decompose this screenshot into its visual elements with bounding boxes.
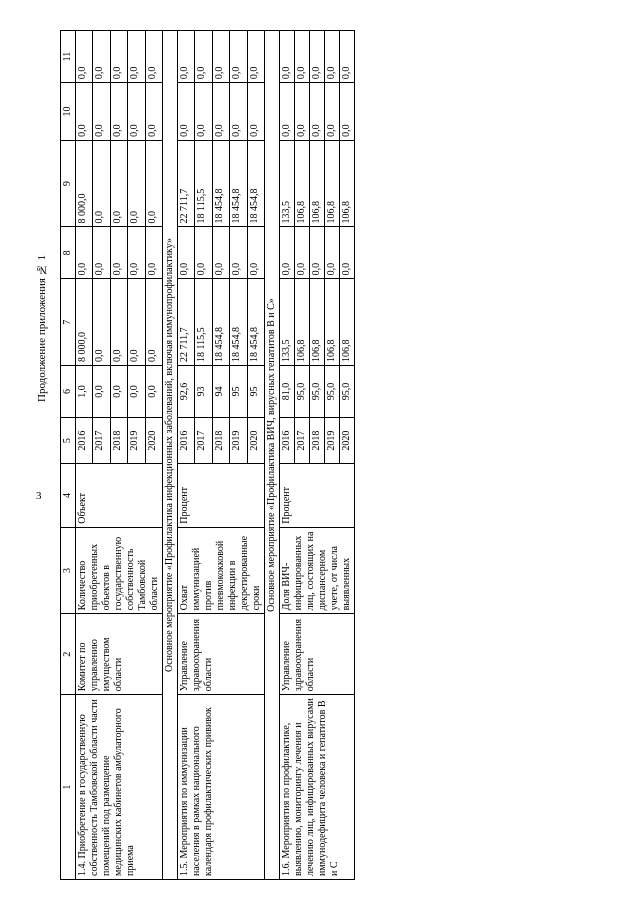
indicator-value: 95,0 — [340, 366, 355, 418]
extrabudget-funding: 0,0 — [325, 31, 340, 83]
indicator-value: 0,0 — [93, 366, 110, 418]
federal-funding: 0,0 — [212, 227, 229, 279]
year-cell: 2020 — [247, 418, 264, 464]
section-title-row — [163, 31, 178, 880]
unit: Процент — [280, 464, 355, 528]
municipal-funding: 0,0 — [76, 83, 93, 141]
indicator-value: 0,0 — [110, 366, 127, 418]
federal-funding: 0,0 — [325, 227, 340, 279]
extrabudget-funding: 0,0 — [93, 31, 110, 83]
table-row — [76, 31, 93, 880]
year-cell: 2019 — [325, 418, 340, 464]
total-funding: 106,8 — [325, 279, 340, 366]
federal-funding: 0,0 — [76, 227, 93, 279]
municipal-funding: 0,0 — [247, 83, 264, 141]
page-number: 3 — [36, 490, 42, 502]
total-funding: 106,8 — [310, 279, 325, 366]
federal-funding: 0,0 — [247, 227, 264, 279]
municipal-funding: 0,0 — [340, 83, 355, 141]
extrabudget-funding: 0,0 — [340, 31, 355, 83]
municipal-funding: 0,0 — [230, 83, 247, 141]
column-header-9: 9 — [61, 140, 76, 227]
municipal-funding: 0,0 — [310, 83, 325, 141]
federal-funding: 0,0 — [310, 227, 325, 279]
program-table — [60, 30, 355, 880]
column-header-8: 8 — [61, 227, 76, 279]
regional-funding: 0,0 — [145, 140, 162, 227]
appendix-caption: Продолжение приложения № 1 — [36, 255, 48, 402]
year-cell: 2016 — [76, 418, 93, 464]
regional-funding: 106,8 — [295, 140, 310, 227]
year-cell: 2016 — [280, 418, 295, 464]
federal-funding: 0,0 — [93, 227, 110, 279]
regional-funding: 133,5 — [280, 140, 295, 227]
total-funding: 0,0 — [145, 279, 162, 366]
total-funding: 8 000,0 — [76, 279, 93, 366]
extrabudget-funding: 0,0 — [212, 31, 229, 83]
year-cell: 2018 — [212, 418, 229, 464]
rotated-table-wrapper — [60, 30, 600, 880]
regional-funding: 18 115,5 — [195, 140, 212, 227]
extrabudget-funding: 0,0 — [247, 31, 264, 83]
section-title: Основное мероприятие «Профилактика ВИЧ, вирусных гепатитов В и С» — [265, 31, 280, 880]
column-header-4: 4 — [61, 464, 76, 528]
municipal-funding: 0,0 — [93, 83, 110, 141]
measure-name: 1.4. Приобретение в государственную собственность Тамбовской области части помещений под размещение медицинских кабинетов амбулаторного приема — [76, 695, 163, 880]
extrabudget-funding: 0,0 — [178, 31, 195, 83]
extrabudget-funding: 0,0 — [76, 31, 93, 83]
municipal-funding: 0,0 — [295, 83, 310, 141]
column-header-5: 5 — [61, 418, 76, 464]
federal-funding: 0,0 — [178, 227, 195, 279]
indicator-value: 93 — [195, 366, 212, 418]
column-header-11: 11 — [61, 31, 76, 83]
federal-funding: 0,0 — [128, 227, 145, 279]
column-header-2: 2 — [61, 614, 76, 695]
column-header-1: 1 — [61, 695, 76, 880]
municipal-funding: 0,0 — [212, 83, 229, 141]
extrabudget-funding: 0,0 — [295, 31, 310, 83]
indicator-value: 94 — [212, 366, 229, 418]
regional-funding: 8 000,0 — [76, 140, 93, 227]
section-title-row — [265, 31, 280, 880]
indicator-value: 92,6 — [178, 366, 195, 418]
column-header-3: 3 — [61, 527, 76, 614]
indicator: Количество приобретенных объектов в государственную собственность Тамбовской области — [76, 527, 163, 614]
total-funding: 22 711,7 — [178, 279, 195, 366]
section-title: Основное мероприятие «Профилактика инфекционных заболеваний, включая иммунопрофилактику» — [163, 31, 178, 880]
federal-funding: 0,0 — [145, 227, 162, 279]
indicator-value: 1,0 — [76, 366, 93, 418]
federal-funding: 0,0 — [110, 227, 127, 279]
year-cell: 2020 — [145, 418, 162, 464]
indicator-value: 95,0 — [325, 366, 340, 418]
column-number-row — [61, 31, 76, 880]
municipal-funding: 0,0 — [145, 83, 162, 141]
total-funding: 18 454,8 — [247, 279, 264, 366]
regional-funding: 106,8 — [340, 140, 355, 227]
indicator-value: 81,0 — [280, 366, 295, 418]
year-cell: 2018 — [110, 418, 127, 464]
total-funding: 18 115,5 — [195, 279, 212, 366]
measure-name: 1.5. Мероприятия по иммунизации населения в рамках национального календаря профилактических прививок — [178, 695, 265, 880]
total-funding: 106,8 — [295, 279, 310, 366]
extrabudget-funding: 0,0 — [128, 31, 145, 83]
total-funding: 133,5 — [280, 279, 295, 366]
regional-funding: 22 711,7 — [178, 140, 195, 227]
extrabudget-funding: 0,0 — [280, 31, 295, 83]
regional-funding: 18 454,8 — [230, 140, 247, 227]
total-funding: 18 454,8 — [212, 279, 229, 366]
regional-funding: 0,0 — [93, 140, 110, 227]
measure-name: 1.6. Мероприятия по профилактике, выявлению, мониторингу лечения и лечению лиц, инфицированных вирусами иммунодефицита человека и гепатитов В и С — [280, 695, 355, 880]
regional-funding: 106,8 — [310, 140, 325, 227]
indicator-value: 0,0 — [128, 366, 145, 418]
year-cell: 2019 — [128, 418, 145, 464]
year-cell: 2019 — [230, 418, 247, 464]
indicator-value: 95 — [247, 366, 264, 418]
extrabudget-funding: 0,0 — [110, 31, 127, 83]
column-header-10: 10 — [61, 83, 76, 141]
total-funding: 106,8 — [340, 279, 355, 366]
indicator-value: 95,0 — [295, 366, 310, 418]
regional-funding: 18 454,8 — [247, 140, 264, 227]
regional-funding: 106,8 — [325, 140, 340, 227]
column-header-6: 6 — [61, 366, 76, 418]
regional-funding: 18 454,8 — [212, 140, 229, 227]
total-funding: 0,0 — [128, 279, 145, 366]
municipal-funding: 0,0 — [128, 83, 145, 141]
total-funding: 18 454,8 — [230, 279, 247, 366]
municipal-funding: 0,0 — [195, 83, 212, 141]
total-funding: 0,0 — [93, 279, 110, 366]
indicator-value: 95,0 — [310, 366, 325, 418]
federal-funding: 0,0 — [340, 227, 355, 279]
executor: Управление здравоохранения области — [178, 614, 265, 695]
column-header-7: 7 — [61, 279, 76, 366]
executor: Управление здравоохранения области — [280, 614, 355, 695]
executor: Комитет по управлению имуществом области — [76, 614, 163, 695]
extrabudget-funding: 0,0 — [310, 31, 325, 83]
federal-funding: 0,0 — [295, 227, 310, 279]
year-cell: 2016 — [178, 418, 195, 464]
year-cell: 2017 — [195, 418, 212, 464]
municipal-funding: 0,0 — [280, 83, 295, 141]
municipal-funding: 0,0 — [178, 83, 195, 141]
indicator-value: 95 — [230, 366, 247, 418]
municipal-funding: 0,0 — [325, 83, 340, 141]
year-cell: 2017 — [93, 418, 110, 464]
regional-funding: 0,0 — [128, 140, 145, 227]
extrabudget-funding: 0,0 — [195, 31, 212, 83]
municipal-funding: 0,0 — [110, 83, 127, 141]
year-cell: 2017 — [295, 418, 310, 464]
total-funding: 0,0 — [110, 279, 127, 366]
regional-funding: 0,0 — [110, 140, 127, 227]
extrabudget-funding: 0,0 — [230, 31, 247, 83]
unit: Процент — [178, 464, 265, 528]
unit: Объект — [76, 464, 163, 528]
extrabudget-funding: 0,0 — [145, 31, 162, 83]
federal-funding: 0,0 — [280, 227, 295, 279]
indicator: Охват иммунизацией против пневмококковой инфекции в декретированные сроки — [178, 527, 265, 614]
year-cell: 2018 — [310, 418, 325, 464]
federal-funding: 0,0 — [195, 227, 212, 279]
table-row — [178, 31, 195, 880]
indicator: Доля ВИЧ-инфицированных лиц, состоящих на диспансерном учете, от числа выявленных — [280, 527, 355, 614]
indicator-value: 0,0 — [145, 366, 162, 418]
table-row — [280, 31, 295, 880]
federal-funding: 0,0 — [230, 227, 247, 279]
year-cell: 2020 — [340, 418, 355, 464]
